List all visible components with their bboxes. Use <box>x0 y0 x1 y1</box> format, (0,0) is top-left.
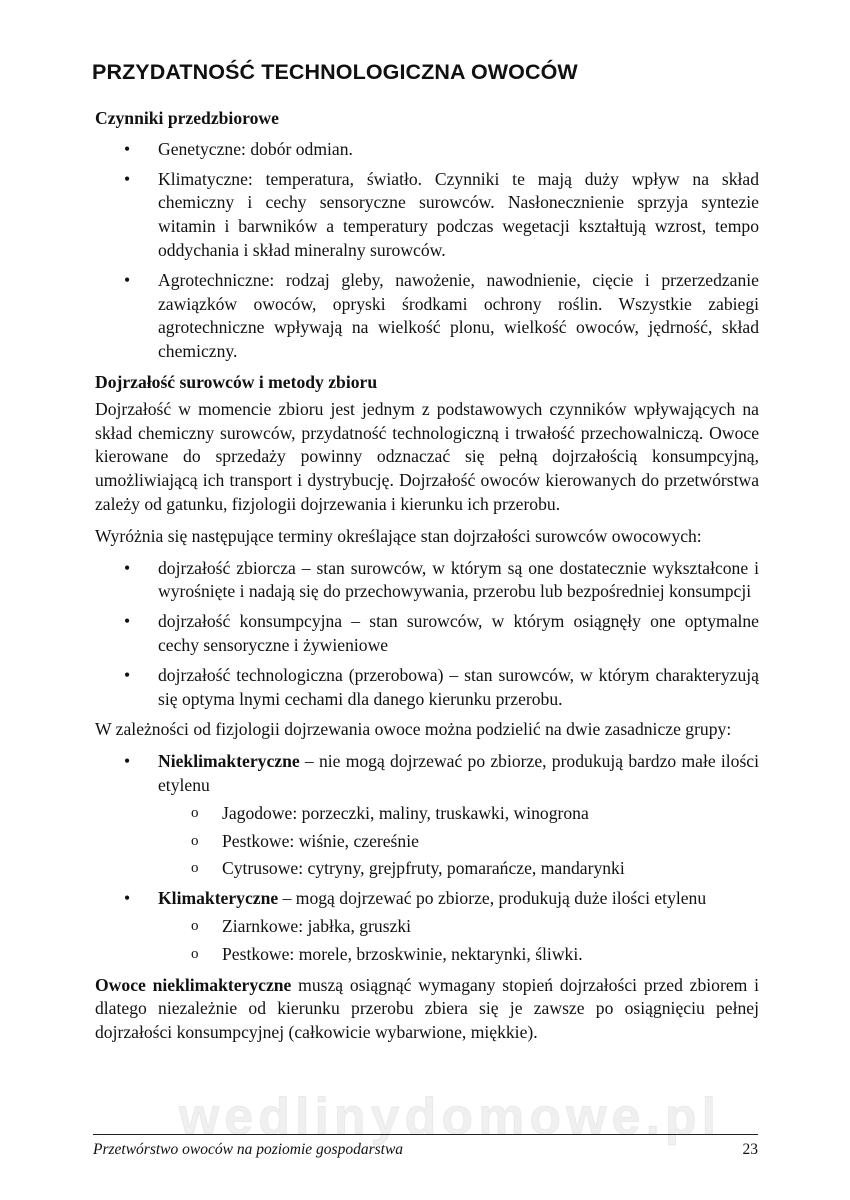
list-item: • dojrzałość technologiczna (przerobowa) – stan surowców, w którym charakteryzują się optyma lnymi cechami dla danego kierunku przerobu. <box>95 664 759 712</box>
group-climacteric <box>95 887 759 966</box>
final-paragraph <box>95 974 759 1045</box>
final-bold: Owoce nieklimakteryczne <box>95 974 292 995</box>
final-rest: muszą osiągnąć wymagany stopień dojrzałości przed zbiorem i dlatego niezależnie od kierunku przerobu zbiera się je zawsze po osiągnięciu pełnej dojrzałości konsumpcyjnej (całkowicie wybarwione, miękkie). <box>95 974 759 1043</box>
sublist-item: o Pestkowe: wiśnie, czereśnie <box>95 830 759 854</box>
group-desc: – nie mogą dojrzewać po zbiorze, produkują bardzo małe ilości etylenu <box>158 751 759 795</box>
footer-title: Przetwórstwo owoców na poziomie gospodarstwa <box>93 1141 404 1158</box>
paragraph: Dojrzałość w momencie zbioru jest jednym z podstawowych czynników wpływających na skład chemiczny surowców, przydatność technologiczną i trwałość przechowalniczą. Owoce kierowane do sprzedaży powinny odznaczać się pełną dojrzałością konsumpcyjną, umożliwiającą ich transport i dystrybucję. Dojrzałość owoców kierowanych do przetwórstwa zależy od gatunku, fizjologii dojrzewania i kierunku ich przerobu. <box>95 398 759 514</box>
list-item: • Klimatyczne: temperatura, światło. Czynniki te mają duży wpływ na skład chemiczny i cechy sensoryczne surowców. Nasłonecznienie sprzyja syntezie witamin i barwników a temperatury podczas wegetacji kształtują wzrost, tempo oddychania i skład mineralny surowców. <box>95 168 759 263</box>
sublist <box>158 915 759 967</box>
group-desc: – mogą dojrzewać po zbiorze, produkują duże ilości etylenu <box>278 888 707 909</box>
watermark: wedlinydomowe.pl <box>178 1088 722 1146</box>
sublist-item: o Pestkowe: morele, brzoskwinie, nektarynki, śliwki. <box>95 943 759 967</box>
maturity-terms-list <box>95 557 759 712</box>
sublist-item: o Cytrusowe: cytryny, grejpfruty, pomarańcze, mandarynki <box>95 857 759 881</box>
list-item: • Agrotechniczne: rodzaj gleby, nawożenie, nawodnienie, cięcie i przerzedzanie zawiązków owoców, opryski środkami ochrony roślin. Wszystkie zabiegi agrotechniczne wpływają na wielkość plonu, wielkość owoców, jędrność, skład chemiczny. <box>95 269 759 364</box>
sublist-item: o Ziarnkowe: jabłka, gruszki <box>95 915 759 939</box>
sublist-item: o Jagodowe: porzeczki, maliny, truskawki, winogrona <box>95 802 759 826</box>
preharvest-factor-list <box>95 138 759 364</box>
list-item: • dojrzałość zbiorcza – stan surowców, w którym są one dostatecznie wykształcone i wyrośnięte i nadają się do przechowywania, przerobu lub bezpośredniej konsumpcji <box>95 557 759 605</box>
footer-divider <box>93 1134 758 1135</box>
group-name: Nieklimakteryczne <box>158 751 300 772</box>
fruit-groups-list <box>95 750 759 966</box>
list-item: • dojrzałość konsumpcyjna – stan surowców, w którym osiągnęły one optymalne cechy sensoryczne i żywieniowe <box>95 610 759 658</box>
section-heading-maturity: Dojrzałość surowców i metody zbioru <box>95 371 378 392</box>
group-name: Klimakteryczne <box>158 888 279 909</box>
paragraph: Wyróżnia się następujące terminy określające stan dojrzałości surowców owocowych: <box>95 525 702 546</box>
paragraph: W zależności od fizjologii dojrzewania owoce można podzielić na dwie zasadnicze grupy: <box>95 719 732 740</box>
page-number: 23 <box>742 1141 758 1158</box>
content-body <box>95 107 759 1053</box>
list-item: • Genetyczne: dobór odmian. <box>95 138 759 162</box>
page-title: PRZYDATNOŚĆ TECHNOLOGICZNA OWOCÓW <box>92 60 578 84</box>
sublist <box>158 802 759 881</box>
section-heading-preharvest: Czynniki przedzbiorowe <box>95 108 279 128</box>
group-nonclimacteric <box>95 750 759 881</box>
